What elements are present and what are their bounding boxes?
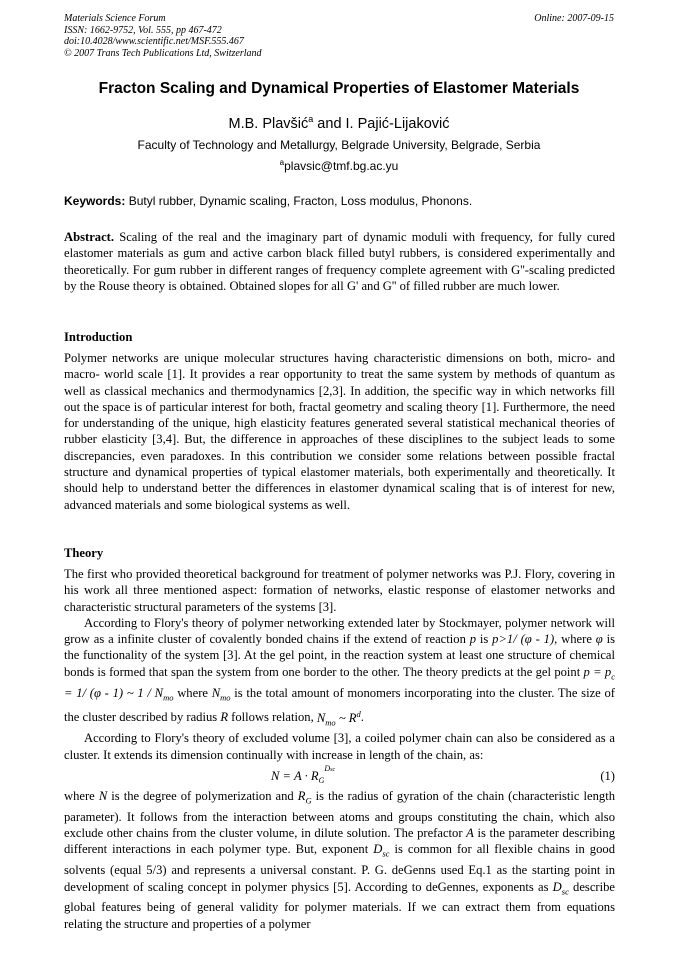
paper-title: Fracton Scaling and Dynamical Properties of Elastomer Materials (98, 80, 580, 97)
introduction-paragraph: Polymer networks are unique molecular structures having characteristic dimensions on both, micro- and macro- world scale [1]. It provides a rear opportunity to treat the same system by methods of quantum as well as classical mechanics and thermodynamics [2,3]. In addition, the specific way in which networks fill out the space is of particular interest for both, fractal geometry and scaling theory [1]. Furthermore, the need for understanding of the unique, high elasticity features generated several statistical mechanical theories of rubber elasticity [3,4]. But, the difference in approaches of these disciplines to the subject leads to some discrepancies, even paradoxes. In this contribution we consider some relations between possible fractal structure and dynamical properties of typical elastomer materials, both experimentally and theoretically. It should help to understand better the differences in elastomer dynamical scaling that is of interest for new, advanced materials and some biological systems as well. (64, 351, 615, 512)
affiliation: Faculty of Technology and Metallurgy, Belgrade University, Belgrade, Serbia (137, 138, 541, 152)
online-date: Online: 2007-09-15 (534, 13, 614, 24)
email-mark: a (279, 158, 285, 167)
theory-paragraph-1: The first who provided theoretical background for treatment of polymer networks was P.J. Flory, covering in his work all three mentioned aspect: formation of networks, elastic response of elastomer networks and characteristic structural parameters of the systems [3]. (64, 567, 615, 614)
journal-name: Materials Science Forum (64, 13, 166, 24)
introduction-body (64, 350, 615, 513)
journal-issn: ISSN: 1662-9752, Vol. 555, pp 467-472 (64, 24, 222, 36)
author-2: I. Pajić-Lijaković (345, 115, 450, 132)
author-email (0, 158, 678, 173)
journal-copyright: © 2007 Trans Tech Publications Ltd, Switzerland (64, 47, 262, 59)
gel-condition: p>1/ (φ - 1) (492, 632, 555, 647)
theory-paragraph-4: where N is the degree of polymerization and $R_G$ is the radius of gyration of the chain (characteristic length parameter). It follows from the interaction between atoms and groups constituting the chain, which also exclude other chains from the cluster volume, in dilute solution. The prefactor A is the parameter describing different interactions in each polymer type. But, exponent $D_{sc}$ is common for all flexible chains in good solvents (equal 5/3) and represents a universal constant. P. G. deGenns used Eq.1 as the starting point in development of scaling concept in polymer physics [5]. According to deGennes, exponents as $D_{sc}$ describe global features being of general validity for polymer materials. If we can extract them from equations relating the structure and properties of a polymer (64, 789, 615, 931)
journal-doi[interactable]: doi:10.4028/www.scientific.net/MSF.555.467 (64, 36, 244, 47)
equation-1-number: (1) (600, 769, 615, 783)
keywords (64, 194, 615, 208)
author-line (0, 114, 678, 132)
theory-paragraph-3: According to Flory's theory of excluded volume [3], a coiled polymer chain can also be considered as a cluster. It extends its dimension continually with increase in length of the chain, as: (64, 731, 615, 762)
abstract-label: Abstract. (64, 230, 115, 244)
equation-1-body: $N = A \cdot R_G^{Dsc}$ (271, 764, 336, 785)
introduction-heading: Introduction (64, 330, 133, 344)
keywords-text: Butyl rubber, Dynamic scaling, Fracton, Loss modulus, Phonons. (125, 194, 473, 208)
author-1: M.B. Plavšić (228, 115, 309, 132)
abstract-text: Scaling of the real and the imaginary part of dynamic moduli with frequency, for fully cured elastomer materials as gum and active carbon black filled butyl rubbers, is considered experimentally and theoretically. For gum rubber in different ranges of frequency complete agreement with G''-scaling predicted by the Rouse theory is obtained. Obtained slopes for all G' and G'' of filled rubber are much lower. (64, 230, 615, 293)
theory-body (64, 566, 615, 932)
theory-paragraph-2: According to Flory's theory of polymer networking extended later by Stockmayer, polymer network will grow as a infinite cluster of covalently bonded chains if the extend of reaction p is p>1/ (φ - 1), where φ is the functionality of the system [3]. At the gel point, in the reaction system at least one structure of chemical bonds is formed that span the system from one border to the other. The theory predicts at the gel point $p = p_c = 1/$ (φ - 1) ~ $1 / N_{mo}$ where $N_{mo}$ is the total amount of monomers incorporating into the cluster. The size of the cluster described by radius R follows relation, $N_{mo}$ ~ $R^d$. (64, 615, 616, 728)
equation-1 (64, 765, 615, 787)
size-relation: $N_{mo}$ ~ $R^d$ (316, 708, 361, 728)
theory-heading: Theory (64, 546, 104, 560)
abstract (64, 229, 615, 294)
keywords-label: Keywords: (64, 194, 126, 208)
gel-point-relation: $p = p_c = 1/$ (φ - 1) ~ $1 / N_{mo}$ (64, 664, 616, 703)
journal-header (64, 13, 262, 59)
affiliation-mark: a (308, 114, 314, 124)
email-address[interactable]: plavsic@tmf.bg.ac.yu (284, 159, 399, 173)
author-connector: and (313, 115, 346, 132)
